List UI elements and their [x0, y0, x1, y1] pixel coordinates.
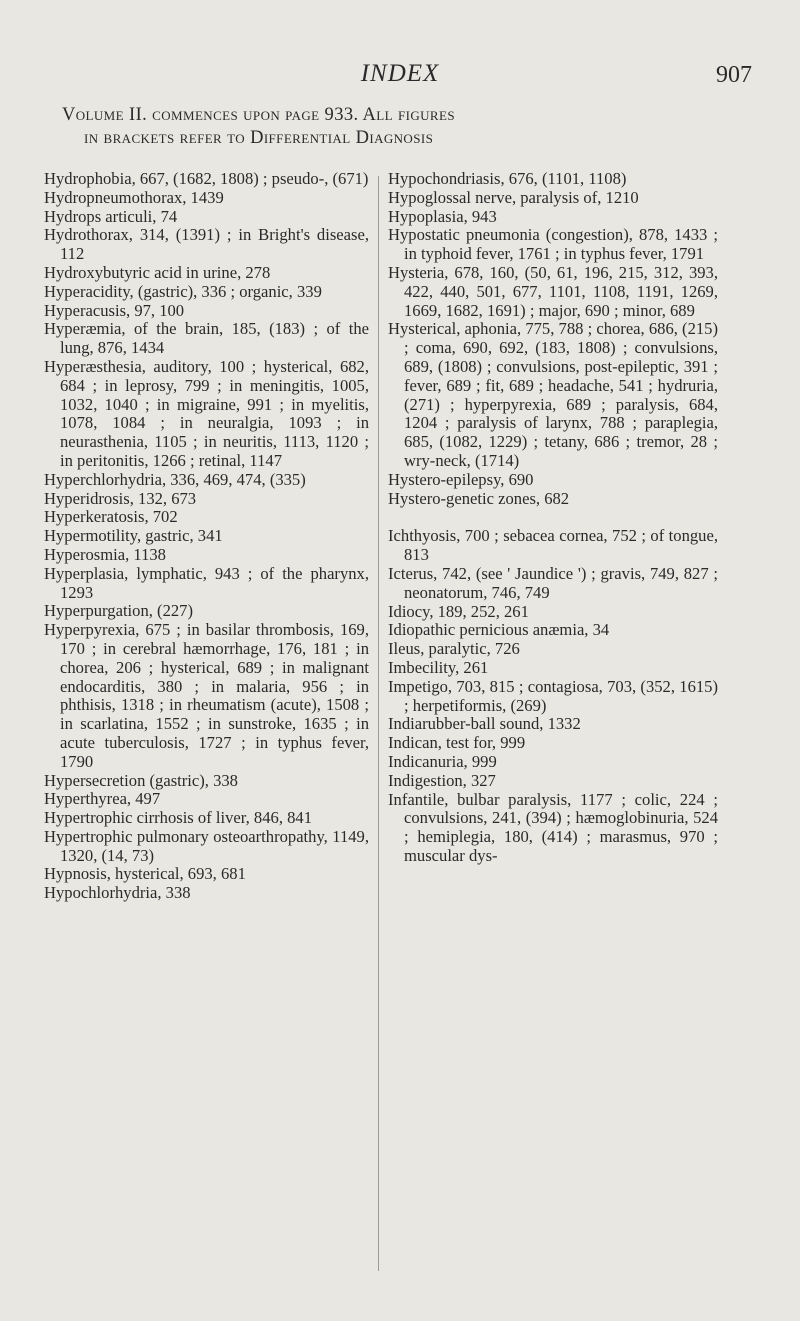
index-column-right: [388, 170, 718, 866]
index-entry: Impetigo, 703, 815 ; contagiosa, 703, (352, 1615) ; herpetiformis, (269): [388, 676, 718, 715]
index-entry: Hydrophobia, 667, (1682, 1808) ; pseudo-, (671): [44, 169, 369, 188]
index-entry: Indiarubber-ball sound, 1332: [388, 714, 581, 734]
index-entry: Hypertrophic cirrhosis of liver, 846, 841: [44, 808, 313, 828]
index-entry: Hydropneumothorax, 1439: [44, 187, 224, 207]
index-entry: Hyperkeratosis, 702: [44, 507, 178, 527]
index-entry: Ichthyosis, 700 ; sebacea cornea, 752 ; of tongue, 813: [388, 526, 718, 565]
index-entry: Hystero-epilepsy, 690: [388, 469, 534, 489]
index-entry: Hypertrophic pulmonary osteoarthropathy, 1149, 1320, (14, 73): [44, 826, 369, 865]
index-entry: Idiocy, 189, 252, 261: [388, 601, 529, 621]
index-entry: Hydroxybutyric acid in urine, 278: [44, 262, 271, 282]
index-column-left: [44, 170, 369, 903]
index-entry: Hyperæmia, of the brain, 185, (183) ; of the lung, 876, 1434: [44, 319, 369, 358]
volume-notice-line-1: Volume II. commences upon page 933. All figures: [62, 105, 455, 125]
index-entry: Hyperosmia, 1138: [44, 544, 166, 564]
index-entry: Hypochlorhydria, 338: [44, 883, 191, 903]
index-entry: Imbecility, 261: [388, 657, 489, 677]
index-entry: Hydrothorax, 314, (1391) ; in Bright's disease, 112: [44, 225, 369, 264]
index-entry: Indicanuria, 999: [388, 751, 497, 771]
index-entry: Hypostatic pneumonia (congestion), 878, 1433 ; in typhoid fever, 1761 ; in typhus fever, 1791: [388, 225, 718, 264]
index-entry: Indican, test for, 999: [388, 733, 526, 753]
index-entry: Hystero-genetic zones, 682: [388, 488, 570, 508]
index-entry: Hypnosis, hysterical, 693, 681: [44, 864, 246, 884]
index-entry: Ileus, paralytic, 726: [388, 639, 520, 659]
index-entry: Hyperthyrea, 497: [44, 789, 161, 809]
column-divider: [378, 176, 379, 1271]
running-head: INDEX: [360, 60, 440, 87]
index-entry: Hyperchlorhydria, 336, 469, 474, (335): [44, 469, 306, 489]
index-entry: Hysteria, 678, 160, (50, 61, 196, 215, 312, 393, 422, 440, 501, 677, 1101, 1108, 1191, 1269, 1669, 1682, 1691) ; major, 690 ; minor, 689: [388, 262, 718, 320]
index-entry: Hydrops articuli, 74: [44, 206, 178, 226]
page-number: 907: [716, 62, 752, 88]
index-entry: Hypoglossal nerve, paralysis of, 1210: [388, 187, 639, 207]
index-entry: Hypochondriasis, 676, (1101, 1108): [388, 169, 627, 188]
index-entry: Hyperidrosis, 132, 673: [44, 488, 197, 508]
index-entry: Hyperacidity, (gastric), 336 ; organic, 339: [44, 281, 322, 301]
index-entry: Hyperpurgation, (227): [44, 601, 194, 621]
index-entry: Hypermotility, gastric, 341: [44, 526, 223, 546]
index-entry: Hysterical, aphonia, 775, 788 ; chorea, 686, (215) ; coma, 690, 692, (183, 1808) ; convulsions, 689, (1808) ; convulsions, post-epileptic, 391 ; fever, 689 ; fit, 689 ; headache, 541 ; hydruria, (271) ; hyperpyrexia, 689 ; paralysis, 684, 1204 ; paralysis of larynx, 788 ; paraplegia, 685, (1082, 1229) ; tetany, 686 ; tremor, 28 ; wry-neck, (1714): [388, 319, 718, 470]
index-entry: Hyperæsthesia, auditory, 100 ; hysterical, 682, 684 ; in leprosy, 799 ; in meningitis, 1005, 1032, 1040 ; in migraine, 991 ; in myelitis, 1078, 1084 ; in neuralgia, 1093 ; in neurasthenia, 1105 ; in neuritis, 1113, 1120 ; in peritonitis, 1266 ; retinal, 1147: [44, 356, 369, 470]
index-entry: Hyperacusis, 97, 100: [44, 300, 185, 320]
index-entry: Hyperplasia, lymphatic, 943 ; of the pharynx, 1293: [44, 563, 369, 602]
volume-notice-line-2: in brackets refer to Differential Diagnosis: [84, 128, 434, 148]
volume-notice: [62, 104, 762, 150]
index-entry: Icterus, 742, (see ' Jaundice ') ; gravis, 749, 827 ; neonatorum, 746, 749: [388, 563, 718, 602]
index-entry: Indigestion, 327: [388, 770, 496, 790]
index-entry: Infantile, bulbar paralysis, 1177 ; colic, 224 ; convulsions, 241, (394) ; hæmoglobinuria, 524 ; hemiplegia, 180, (414) ; marasmus, 970 ; muscular dys-: [388, 789, 718, 865]
index-entry: Hyperpyrexia, 675 ; in basilar thrombosis, 169, 170 ; in cerebral hæmorrhage, 176, 181 ; in chorea, 206 ; hysterical, 689 ; in malignant endocarditis, 380 ; in malaria, 956 ; in phthisis, 1318 ; in rheumatism (acute), 1508 ; in scarlatina, 1552 ; in sunstroke, 1635 ; in acute tuberculosis, 1727 ; in typhus fever, 1790: [44, 620, 369, 771]
index-entry: Hypoplasia, 943: [388, 206, 497, 226]
index-entry: Hypersecretion (gastric), 338: [44, 770, 238, 790]
index-entry: Idiopathic pernicious anæmia, 34: [388, 620, 610, 640]
